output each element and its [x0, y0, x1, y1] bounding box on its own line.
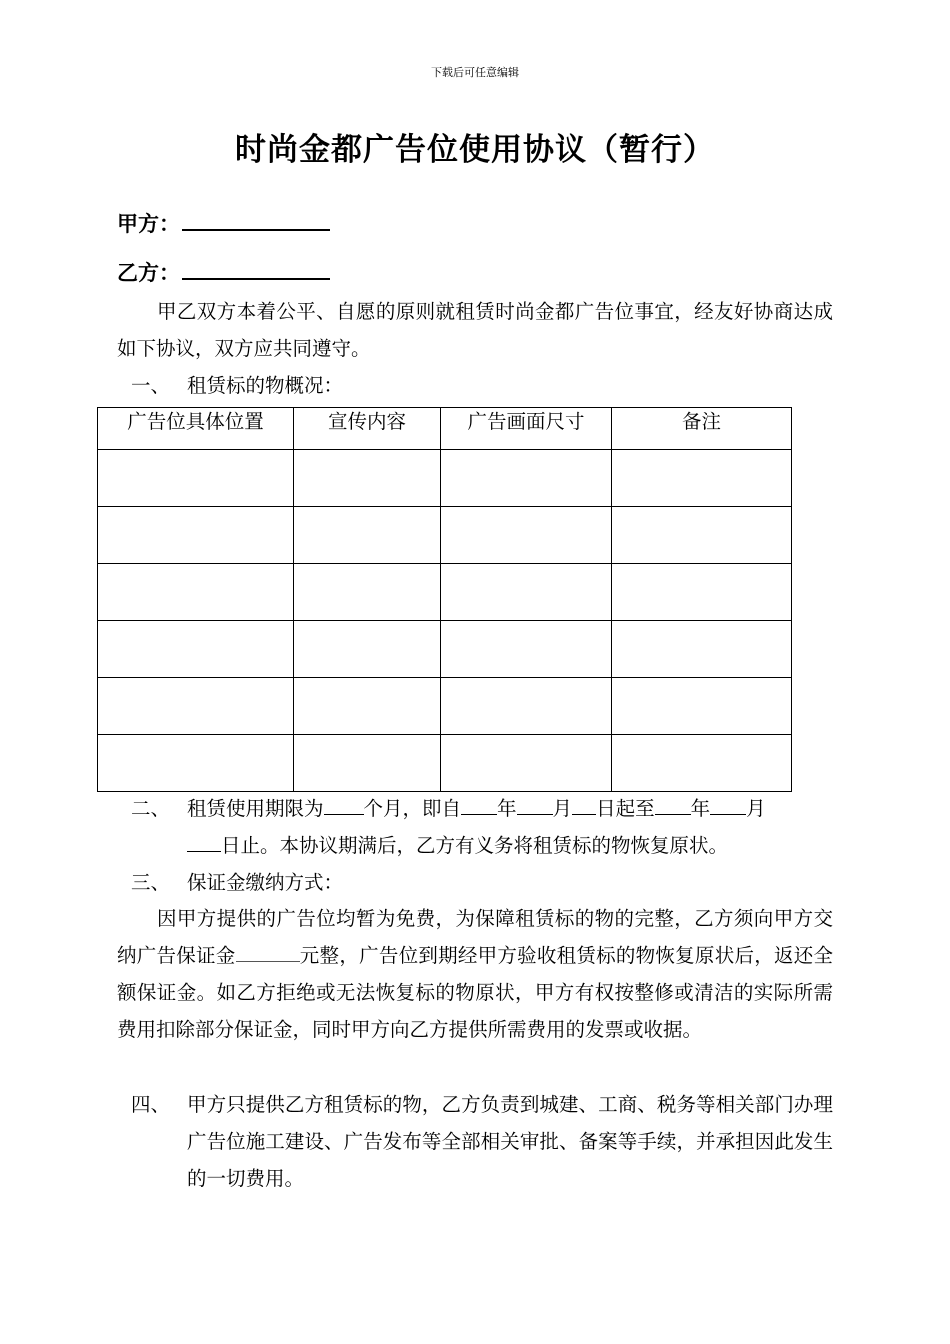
- party-b-blank: [182, 258, 330, 280]
- section-2-text-part: 日起至: [596, 797, 655, 820]
- table-cell: [294, 678, 441, 735]
- party-a-line: [117, 209, 330, 239]
- table-row: [98, 450, 792, 507]
- section-3-heading: 保证金缴纳方式：: [187, 871, 344, 894]
- table-row: [98, 564, 792, 621]
- deposit-amount-blank: [236, 939, 300, 962]
- section-4-text: 甲方只提供乙方租赁标的物，乙方负责到城建、工商、税务等相关部门办理广告位施工建设、广告发布等全部相关审批、备案等手续，并承担因此发生的一切费用。: [187, 1093, 833, 1190]
- start-month-blank: [517, 792, 553, 815]
- section-2-number: 二、: [131, 797, 171, 820]
- table-header-row: [98, 408, 792, 450]
- section-2-text: [187, 790, 833, 864]
- document-title: 时尚金都广告位使用协议（暂行）: [235, 132, 715, 168]
- intro-paragraph: 甲乙双方本着公平、自愿的原则就租赁时尚金都广告位事宜，经友好协商达成如下协议，双方应共同遵守。: [117, 300, 833, 360]
- section-4-number: 四、: [131, 1093, 171, 1116]
- table-row: [98, 621, 792, 678]
- table-cell: [98, 507, 294, 564]
- table-header-cell: 广告位具体位置: [98, 408, 294, 450]
- table-cell: [612, 678, 792, 735]
- section-1-heading: 租赁标的物概况：: [187, 374, 344, 397]
- lease-items-table: [97, 407, 792, 792]
- party-a-blank: [182, 209, 330, 231]
- section-2-text-part: 月: [746, 797, 766, 820]
- section-1-number: 一、: [131, 374, 171, 397]
- table-header-cell: 备注: [612, 408, 792, 450]
- table-cell: [612, 507, 792, 564]
- table-cell: [441, 564, 612, 621]
- table-cell: [294, 564, 441, 621]
- table-row: [98, 507, 792, 564]
- start-day-blank: [572, 792, 596, 815]
- section-2-text-part: 个月，即自: [363, 797, 462, 820]
- table-cell: [612, 450, 792, 507]
- section-3-body: [117, 900, 833, 1048]
- party-a-label: 甲方：: [117, 211, 180, 236]
- table-cell: [294, 735, 441, 792]
- table-header-cell: 宣传内容: [294, 408, 441, 450]
- table-row: [98, 735, 792, 792]
- party-b-label: 乙方：: [117, 260, 180, 285]
- table-cell: [441, 621, 612, 678]
- table-cell: [98, 564, 294, 621]
- table-cell: [294, 450, 441, 507]
- table-cell: [98, 621, 294, 678]
- table-cell: [612, 564, 792, 621]
- section-2-text-part: 日止。本协议期满后，乙方有义务将租赁标的物恢复原状。: [221, 834, 729, 857]
- table-header-cell: 广告画面尺寸: [441, 408, 612, 450]
- table-cell: [98, 450, 294, 507]
- end-day-blank: [187, 829, 221, 852]
- table-cell: [98, 735, 294, 792]
- section-2-text-part: 租赁使用期限为: [187, 797, 324, 820]
- table-cell: [294, 507, 441, 564]
- table-row: [98, 678, 792, 735]
- table-cell: [441, 507, 612, 564]
- table-cell: [441, 735, 612, 792]
- section-2-text-part: 年: [690, 797, 711, 820]
- section-2-text-part: 月: [552, 797, 573, 820]
- header-note: 下载后可任意编辑: [431, 66, 519, 79]
- table-cell: [612, 735, 792, 792]
- table-cell: [441, 450, 612, 507]
- table-cell: [441, 678, 612, 735]
- months-blank: [324, 792, 364, 815]
- table-cell: [612, 621, 792, 678]
- party-b-line: [117, 258, 330, 288]
- section-3-body-part: 元整，广告位到期经甲方验收租赁标的物恢复原状后，返还全额保证金。如乙方拒绝或无法恢复标的物原状，甲方有权按整修或清洁的实际所需费用扣除部分保证金，同时甲方向乙方提供所需费用的发票或收据。: [117, 944, 833, 1041]
- section-3-number: 三、: [131, 871, 171, 894]
- end-year-blank: [655, 792, 691, 815]
- section-3-body-part: 因甲方提供的广告位均暂为免费，为保障租赁标的物的完整，乙方须向甲方交纳广告保证金: [117, 907, 833, 967]
- end-month-blank: [710, 792, 746, 815]
- table-cell: [98, 678, 294, 735]
- section-2-text-part: 年: [497, 797, 517, 820]
- table-cell: [294, 621, 441, 678]
- start-year-blank: [461, 792, 497, 815]
